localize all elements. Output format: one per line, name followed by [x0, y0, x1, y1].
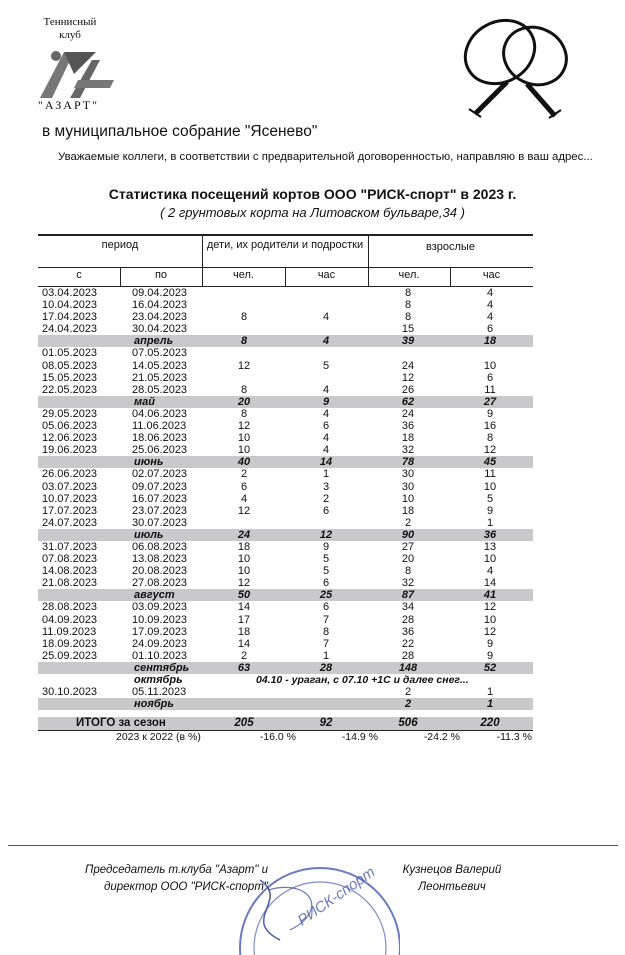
table-row — [38, 311, 533, 323]
month-note-row — [38, 674, 533, 686]
adults-people: 90 — [401, 528, 415, 541]
kids-hours: 5 — [322, 565, 330, 578]
club-name: "АЗАРТ" — [38, 98, 99, 112]
adults-people: 62 — [401, 395, 415, 408]
kids-hours: 4 — [322, 335, 330, 348]
adults-people: 20 — [401, 553, 415, 566]
company-stamp-icon — [220, 860, 400, 955]
period-end: 20.08.2023 — [132, 565, 188, 578]
table-row — [38, 481, 533, 493]
kids-hours: 2 — [322, 492, 330, 505]
period-end: 03.09.2023 — [132, 601, 188, 614]
table-row — [38, 347, 533, 359]
kids-hours: 25 — [319, 589, 333, 602]
period-start: 14.08.2023 — [42, 565, 98, 578]
adults-people: 148 — [398, 661, 418, 674]
kids-people: 8 — [240, 407, 248, 420]
period-end: 16.07.2023 — [132, 492, 188, 505]
period-end: 01.10.2023 — [132, 649, 188, 662]
kids-hours: 6 — [322, 504, 330, 517]
period-start: 28.08.2023 — [42, 601, 98, 614]
table-row — [38, 493, 533, 505]
period-end: 21.05.2023 — [132, 371, 188, 384]
kids-hours: 4 — [322, 432, 330, 445]
table-row — [38, 360, 533, 372]
period-start: 21.08.2023 — [42, 577, 98, 590]
kids-people: 14 — [237, 601, 251, 614]
adults-hours: 18 — [483, 335, 497, 348]
period-start: 03.07.2023 — [42, 480, 98, 493]
adults-hours: 16 — [483, 420, 497, 433]
comparison-row — [38, 731, 533, 744]
period-start: 05.06.2023 — [42, 420, 98, 433]
period-end: 16.04.2023 — [132, 299, 188, 312]
kids-people: 40 — [237, 456, 251, 469]
period-start: 03.04.2023 — [42, 287, 98, 299]
month-label: август — [134, 589, 175, 602]
kids-hours: 6 — [322, 601, 330, 614]
comparison-label: 2023 к 2022 (в %) — [116, 731, 201, 744]
kids-people: 50 — [237, 589, 251, 602]
period-end: 25.06.2023 — [132, 444, 188, 457]
kids-people: 4 — [240, 492, 248, 505]
kids-people: 2 — [240, 468, 248, 481]
kids-hours: 14 — [319, 456, 333, 469]
period-end: 28.05.2023 — [132, 383, 188, 396]
kids-hours: 5 — [322, 359, 330, 372]
month-label: сентябрь — [134, 661, 190, 674]
adults-people: 30 — [401, 480, 415, 493]
intro-text: Уважаемые коллеги, в соответствии с предварительной договоренностью, направляю в ваш адрес... — [58, 151, 593, 163]
table-row — [38, 299, 533, 311]
adults-people: 78 — [401, 456, 415, 469]
kids-hours: 1 — [322, 649, 330, 662]
adults-people: 12 — [401, 371, 415, 384]
adults-people: 24 — [401, 359, 415, 372]
table-row — [38, 601, 533, 613]
month-label: июнь — [134, 456, 164, 469]
total-adults-hours: 220 — [480, 717, 500, 730]
table-row — [38, 614, 533, 626]
table-row — [38, 541, 533, 553]
adults-people: 18 — [401, 504, 415, 517]
period-end: 24.09.2023 — [132, 637, 188, 650]
period-start: 30.10.2023 — [42, 686, 98, 699]
adults-hours: 10 — [483, 613, 497, 626]
kids-people: 17 — [237, 613, 251, 626]
header-kids-hours: час — [317, 269, 336, 281]
period-end: 07.05.2023 — [132, 347, 188, 360]
period-end: 11.06.2023 — [132, 420, 187, 433]
adults-people: 26 — [401, 383, 415, 396]
period-start: 19.06.2023 — [42, 444, 98, 457]
period-start: 12.06.2023 — [42, 432, 98, 445]
kids-people: 8 — [240, 383, 248, 396]
adults-people: 8 — [404, 287, 412, 299]
adults-people: 8 — [404, 299, 412, 312]
period-start: 08.05.2023 — [42, 359, 98, 372]
period-end: 13.08.2023 — [132, 553, 188, 566]
period-end: 04.06.2023 — [132, 407, 188, 420]
adults-hours: 4 — [486, 287, 494, 299]
comparison-kids-people: -16.0 % — [259, 731, 296, 744]
table-body — [38, 287, 533, 710]
kids-hours: 12 — [319, 528, 333, 541]
adults-people: 28 — [401, 649, 415, 662]
adults-people: 32 — [401, 577, 415, 590]
month-summary-row — [38, 662, 533, 674]
period-end: 06.08.2023 — [132, 540, 188, 553]
adults-hours: 36 — [483, 528, 497, 541]
adults-people: 8 — [404, 565, 412, 578]
adults-people: 32 — [401, 444, 415, 457]
month-summary-row — [38, 529, 533, 541]
table-row — [38, 517, 533, 529]
period-start: 31.07.2023 — [42, 540, 98, 553]
adults-hours: 14 — [483, 577, 497, 590]
adults-hours: 10 — [483, 480, 497, 493]
table-row — [38, 505, 533, 517]
attendance-table — [38, 234, 533, 744]
comparison-kids-hours: -14.9 % — [341, 731, 378, 744]
period-end: 09.04.2023 — [132, 287, 188, 299]
kids-hours: 3 — [322, 480, 330, 493]
comparison-adults-people: -24.2 % — [423, 731, 460, 744]
adults-hours: 45 — [483, 456, 497, 469]
footer-divider — [8, 845, 618, 846]
adults-hours: 5 — [486, 492, 494, 505]
period-end: 27.08.2023 — [132, 577, 188, 590]
period-end: 30.07.2023 — [132, 516, 188, 529]
period-end: 05.11.2023 — [132, 686, 187, 699]
adults-hours: 9 — [486, 407, 494, 420]
kids-people: 12 — [237, 504, 251, 517]
period-start: 24.04.2023 — [42, 323, 98, 336]
adults-hours: 4 — [486, 565, 494, 578]
tennis-rackets-icon — [455, 14, 575, 119]
period-end: 10.09.2023 — [132, 613, 188, 626]
adults-hours: 10 — [483, 359, 497, 372]
period-end: 23.04.2023 — [132, 311, 188, 324]
adults-people: 2 — [404, 686, 412, 699]
kids-people: 10 — [237, 553, 251, 566]
table-row — [38, 408, 533, 420]
period-start: 11.09.2023 — [42, 625, 97, 638]
adults-people: 24 — [401, 407, 415, 420]
table-row — [38, 686, 533, 698]
adults-hours: 8 — [486, 432, 494, 445]
kids-hours: 4 — [322, 311, 330, 324]
table-row — [38, 420, 533, 432]
header-adults: взрослые — [426, 241, 475, 253]
period-start: 10.07.2023 — [42, 492, 98, 505]
kids-hours: 9 — [322, 395, 330, 408]
header-adults-people: чел. — [398, 269, 420, 281]
period-end: 14.05.2023 — [132, 359, 188, 372]
table-row — [38, 577, 533, 589]
adults-hours: 6 — [486, 323, 494, 336]
adults-hours: 10 — [483, 553, 497, 566]
header-period: период — [101, 239, 139, 251]
adults-people: 87 — [401, 589, 415, 602]
month-summary-row — [38, 335, 533, 347]
month-label: октябрь — [134, 674, 183, 686]
adults-people: 30 — [401, 468, 415, 481]
kids-people: 8 — [240, 335, 248, 348]
adults-people: 2 — [404, 698, 412, 711]
adults-hours: 11 — [484, 468, 496, 481]
kids-hours: 4 — [322, 407, 330, 420]
comparison-adults-hours: -11.3 % — [496, 731, 532, 744]
table-header — [38, 234, 533, 287]
signatory-position-line1: Председатель т.клуба "Азарт" и — [85, 864, 268, 876]
kids-hours: 6 — [322, 577, 330, 590]
kids-people: 63 — [237, 661, 251, 674]
club-label-line2: клуб — [59, 29, 81, 41]
adults-people: 34 — [401, 601, 415, 614]
kids-people: 2 — [240, 649, 248, 662]
table-row — [38, 553, 533, 565]
club-label-line1: Теннисный — [43, 16, 97, 28]
table-row — [38, 372, 533, 384]
period-end: 02.07.2023 — [132, 468, 188, 481]
kids-people: 6 — [240, 480, 248, 493]
kids-hours: 9 — [322, 540, 330, 553]
period-start: 01.05.2023 — [42, 347, 98, 360]
adults-hours: 41 — [483, 589, 497, 602]
kids-hours: 8 — [322, 625, 330, 638]
table-row — [38, 468, 533, 480]
period-start: 29.05.2023 — [42, 407, 98, 420]
period-end: 17.09.2023 — [132, 625, 188, 638]
document-subtitle: ( 2 грунтовых корта на Литовском бульваре,34 ) — [160, 205, 465, 220]
adults-people: 36 — [401, 625, 415, 638]
adults-people: 36 — [401, 420, 415, 433]
signatory-name-line2: Леонтьевич — [418, 881, 486, 893]
kids-people: 18 — [237, 540, 251, 553]
table-row — [38, 384, 533, 396]
adults-hours: 9 — [486, 504, 494, 517]
period-start: 26.06.2023 — [42, 468, 98, 481]
adults-hours: 1 — [486, 698, 494, 711]
period-end: 09.07.2023 — [132, 480, 188, 493]
total-adults-people: 506 — [398, 717, 418, 730]
adults-people: 28 — [401, 613, 415, 626]
adults-hours: 4 — [486, 299, 494, 312]
table-row — [38, 287, 533, 299]
kids-people: 10 — [237, 565, 251, 578]
period-start: 04.09.2023 — [42, 613, 98, 626]
period-end: 18.06.2023 — [132, 432, 188, 445]
header-kids-people: чел. — [233, 269, 254, 281]
kids-hours: 4 — [322, 444, 330, 457]
kids-people: 24 — [237, 528, 251, 541]
period-start: 07.08.2023 — [42, 553, 98, 566]
period-end: 30.04.2023 — [132, 323, 188, 336]
month-summary-row — [38, 396, 533, 408]
period-start: 15.05.2023 — [42, 371, 98, 384]
month-label: май — [134, 395, 155, 408]
month-summary-row — [38, 456, 533, 468]
signatory-name — [392, 862, 512, 896]
weather-note: 04.10 - ураган, с 07.10 +1С и далее снег... — [256, 674, 469, 686]
kids-hours: 7 — [322, 613, 330, 626]
kids-people: 12 — [237, 359, 251, 372]
signatory-name-line1: Кузнецов Валерий — [402, 864, 502, 876]
adults-people: 10 — [401, 492, 415, 505]
table-row — [38, 323, 533, 335]
adults-people: 8 — [404, 311, 412, 324]
adults-hours: 13 — [483, 540, 497, 553]
kids-people: 14 — [237, 637, 251, 650]
period-start: 22.05.2023 — [42, 383, 98, 396]
kids-people: 12 — [237, 420, 251, 433]
kids-hours: 7 — [322, 637, 330, 650]
adults-hours: 12 — [483, 625, 497, 638]
kids-people: 18 — [237, 625, 251, 638]
period-start: 18.09.2023 — [42, 637, 98, 650]
kids-hours: 4 — [322, 383, 330, 396]
table-row — [38, 626, 533, 638]
period-start: 17.04.2023 — [42, 311, 98, 324]
adults-hours: 1 — [486, 686, 494, 699]
total-kids-people: 205 — [234, 717, 254, 730]
month-label: апрель — [134, 335, 174, 348]
adults-hours: 52 — [483, 661, 497, 674]
adults-people: 27 — [401, 540, 415, 553]
adults-hours: 1 — [486, 516, 494, 529]
adults-people: 18 — [401, 432, 415, 445]
total-row — [38, 717, 533, 731]
total-kids-hours: 92 — [319, 717, 333, 730]
period-start: 17.07.2023 — [42, 504, 98, 517]
adults-people: 2 — [404, 516, 412, 529]
header-from: с — [76, 269, 82, 281]
month-summary-row — [38, 589, 533, 601]
signatory-position-line2: директор ООО "РИСК-спорт" — [104, 881, 268, 893]
adults-hours: 9 — [486, 637, 494, 650]
period-end: 23.07.2023 — [132, 504, 188, 517]
club-logo-icon — [34, 44, 124, 100]
table-row — [38, 444, 533, 456]
adults-hours: 9 — [486, 649, 494, 662]
adults-hours: 12 — [483, 601, 497, 614]
month-label: июль — [134, 528, 164, 541]
adults-people: 39 — [401, 335, 415, 348]
kids-people: 10 — [237, 432, 251, 445]
kids-hours: 1 — [322, 468, 330, 481]
period-start: 25.09.2023 — [42, 649, 98, 662]
adults-hours: 11 — [484, 383, 496, 396]
period-start: 10.04.2023 — [42, 299, 98, 312]
table-row — [38, 650, 533, 662]
kids-people: 10 — [237, 444, 251, 457]
period-start: 24.07.2023 — [42, 516, 98, 529]
table-row — [38, 565, 533, 577]
month-summary-row — [38, 698, 533, 710]
document-title: Статистика посещений кортов ООО "РИСК-спорт" в 2023 г. — [108, 186, 517, 202]
header-kids: дети, их родители и подростки — [206, 239, 364, 251]
table-row — [38, 432, 533, 444]
adults-hours: 6 — [486, 371, 494, 384]
table-row — [38, 638, 533, 650]
kids-hours: 6 — [322, 420, 330, 433]
svg-text:РИСК-спорт: РИСК-спорт — [294, 863, 379, 930]
adults-hours: 12 — [483, 444, 497, 457]
adults-people: 15 — [401, 323, 415, 336]
adults-hours: 4 — [486, 311, 494, 324]
month-label: ноябрь — [134, 698, 174, 711]
kids-people: 12 — [237, 577, 251, 590]
kids-people: 8 — [240, 311, 248, 324]
kids-people: 20 — [237, 395, 251, 408]
kids-hours: 28 — [319, 661, 333, 674]
adults-people: 22 — [401, 637, 415, 650]
adults-hours: 27 — [483, 395, 497, 408]
kids-hours: 5 — [322, 553, 330, 566]
total-label: ИТОГО за сезон — [76, 717, 166, 730]
addressee: в муниципальное собрание "Ясенево" — [42, 123, 318, 140]
header-adults-hours: час — [482, 269, 501, 281]
header-to: по — [154, 269, 168, 281]
